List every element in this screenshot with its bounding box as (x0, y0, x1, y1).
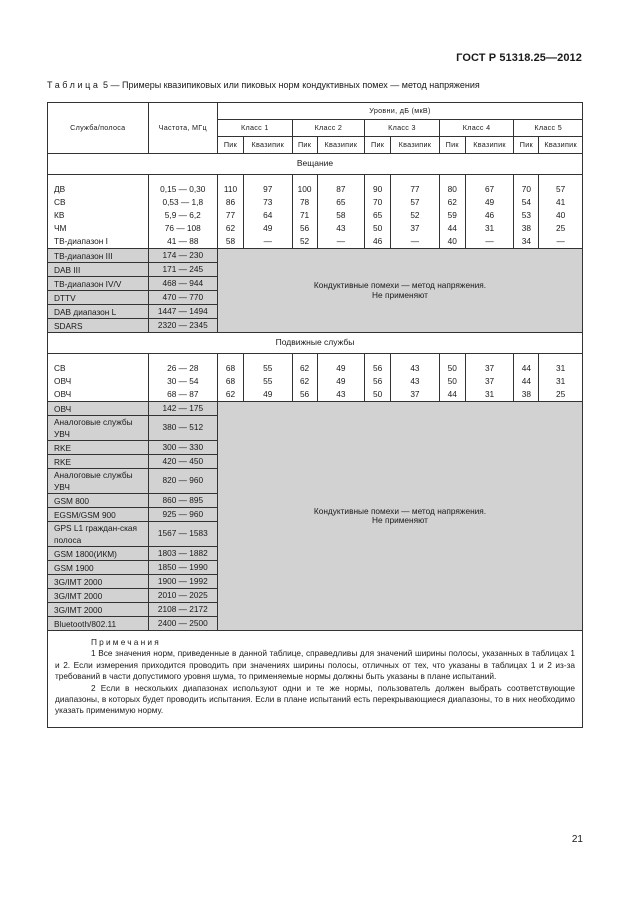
quasi-peak-value-cell: 49 (317, 375, 365, 388)
header-frequency: Частота, МГц (148, 103, 217, 154)
quasi-peak-value-cell: 37 (391, 222, 440, 235)
frequency-cell: 420 — 450 (148, 455, 217, 469)
quasi-peak-value-cell: 43 (391, 362, 440, 375)
peak-value-cell: 77 (218, 209, 244, 222)
notes-cell (48, 631, 583, 728)
note-1: 1 Все значения норм, приведенные в данной таблице, справедливы для значений ширины полосы, указанных в таблицах 1 и 2. Если измерения приходится проводить при значениях ширины полосы, отличных от тех, что указаны в таблицах 1 и 2 из-за требований в части допустимого уровня шума, то применяемые нормы должны быть указаны в плане испытаний. (55, 648, 575, 682)
service-cell: EGSM/GSM 900 (48, 508, 149, 522)
peak-value-cell: 62 (218, 222, 244, 235)
mobile-not-applicable-cell (218, 402, 583, 631)
frequency-cell: 174 — 230 (148, 249, 217, 263)
service-cell: GSM 1900 (48, 561, 149, 575)
frequency-cell: 2400 — 2500 (148, 617, 217, 631)
header-peak: Пик (514, 137, 539, 154)
header-service: Служба/полоса (48, 103, 149, 154)
not-applicable-text-line1: Кондуктивные помехи — метод напряжения. (313, 280, 487, 291)
quasi-peak-value-cell: 49 (317, 362, 365, 375)
service-cell: СВ (48, 196, 149, 209)
peak-value-cell: 70 (365, 196, 391, 209)
quasi-peak-value-cell: 52 (391, 209, 440, 222)
peak-value-cell: 86 (218, 196, 244, 209)
quasi-peak-value-cell: 49 (243, 222, 292, 235)
quasi-peak-value-cell: 57 (391, 196, 440, 209)
quasi-peak-value-cell: 31 (539, 362, 583, 375)
service-cell: 3G/IMT 2000 (48, 575, 149, 589)
peak-value-cell: 68 (218, 375, 244, 388)
service-cell: GPS L1 граждан-ская полоса (48, 522, 149, 547)
peak-value-cell: 110 (218, 183, 244, 196)
broadcast-not-applicable-cell (218, 249, 583, 333)
peak-value-cell: 40 (439, 235, 465, 249)
peak-value-cell: 90 (365, 183, 391, 196)
peak-value-cell: 38 (514, 388, 539, 402)
header-class-4: Класс 4 (439, 120, 514, 137)
quasi-peak-value-cell: 46 (465, 209, 514, 222)
header-quasi-peak: Квазипик (391, 137, 440, 154)
quasi-peak-value-cell: 25 (539, 222, 583, 235)
header-class-1: Класс 1 (218, 120, 293, 137)
frequency-cell: 142 — 175 (148, 402, 217, 416)
service-cell: ОВЧ (48, 402, 149, 416)
quasi-peak-value-cell: 37 (465, 362, 514, 375)
header-quasi-peak: Квазипик (539, 137, 583, 154)
peak-value-cell: 100 (292, 183, 317, 196)
frequency-cell: 1567 — 1583 (148, 522, 217, 547)
header-class-2: Класс 2 (292, 120, 365, 137)
quasi-peak-value-cell: 25 (539, 388, 583, 402)
peak-value-cell: 62 (292, 362, 317, 375)
service-cell: GSM 800 (48, 494, 149, 508)
table-row (48, 388, 583, 402)
quasi-peak-value-cell: 55 (243, 375, 292, 388)
header-class-3: Класс 3 (365, 120, 440, 137)
header-quasi-peak: Квазипик (465, 137, 514, 154)
quasi-peak-value-cell: 31 (539, 375, 583, 388)
quasi-peak-value-cell: 55 (243, 362, 292, 375)
note-2: 2 Если в нескольких диапазонах используют одни и те же нормы, пользователь должен выбрать соответствующие диапазоны, в которых будет проводить испытания. Если в плане испытаний есть перекрывающиеся диапазоны, то в них необходимо указать применимую норму. (55, 682, 575, 716)
peak-value-cell: 65 (365, 209, 391, 222)
peak-value-cell: 56 (365, 375, 391, 388)
peak-value-cell: 58 (218, 235, 244, 249)
service-cell: Аналоговые службы УВЧ (48, 416, 149, 441)
document-header: ГОСТ Р 51318.25—2012 (456, 52, 582, 64)
table-row (48, 183, 583, 196)
header-quasi-peak: Квазипик (243, 137, 292, 154)
service-cell: 3G/IMT 2000 (48, 589, 149, 603)
frequency-cell: 820 — 960 (148, 469, 217, 494)
frequency-cell: 0,53 — 1,8 (148, 196, 217, 209)
not-applicable-text-line2: Не применяют (372, 515, 428, 525)
page-number: 21 (571, 834, 583, 845)
quasi-peak-value-cell: 77 (391, 183, 440, 196)
service-cell: 3G/IMT 2000 (48, 603, 149, 617)
service-cell: КВ (48, 209, 149, 222)
peak-value-cell: 50 (439, 375, 465, 388)
peak-value-cell: 44 (439, 388, 465, 402)
header-class-5: Класс 5 (514, 120, 583, 137)
frequency-cell: 1900 — 1992 (148, 575, 217, 589)
quasi-peak-value-cell: 87 (317, 183, 365, 196)
peak-value-cell: 68 (218, 362, 244, 375)
frequency-cell: 30 — 54 (148, 375, 217, 388)
service-cell: ОВЧ (48, 388, 149, 402)
frequency-cell: 1803 — 1882 (148, 547, 217, 561)
quasi-peak-value-cell: 73 (243, 196, 292, 209)
table-row (48, 362, 583, 375)
table-caption-text: 5 — Примеры квазипиковых или пиковых норм кондуктивных помех — метод напряжения (100, 80, 480, 90)
service-cell: Аналоговые службы УВЧ (48, 469, 149, 494)
header-peak: Пик (439, 137, 465, 154)
peak-value-cell: 62 (439, 196, 465, 209)
service-cell: ОВЧ (48, 375, 149, 388)
quasi-peak-value-cell: 97 (243, 183, 292, 196)
peak-value-cell: 38 (514, 222, 539, 235)
quasi-peak-value-cell: 37 (465, 375, 514, 388)
quasi-peak-value-cell: 43 (391, 375, 440, 388)
table-caption-label: Таблица (47, 80, 101, 90)
peak-value-cell: 78 (292, 196, 317, 209)
peak-value-cell: 62 (292, 375, 317, 388)
peak-value-cell: 56 (365, 362, 391, 375)
frequency-cell: 2010 — 2025 (148, 589, 217, 603)
table-row (48, 235, 583, 249)
header-peak: Пик (218, 137, 244, 154)
service-cell: SDARS (48, 319, 149, 333)
quasi-peak-value-cell: 58 (317, 209, 365, 222)
service-cell: Bluetooth/802.11 (48, 617, 149, 631)
frequency-cell: 5,9 — 6,2 (148, 209, 217, 222)
peak-value-cell: 59 (439, 209, 465, 222)
peak-value-cell: 50 (365, 388, 391, 402)
not-applicable-text-line2: Не применяют (372, 289, 428, 300)
quasi-peak-value-cell: 37 (391, 388, 440, 402)
quasi-peak-value-cell: 31 (465, 388, 514, 402)
header-levels: Уровни, дБ (мкВ) (218, 103, 583, 120)
frequency-cell: 1850 — 1990 (148, 561, 217, 575)
service-cell: RKE (48, 441, 149, 455)
frequency-cell: 2320 — 2345 (148, 319, 217, 333)
service-cell: DTTV (48, 291, 149, 305)
quasi-peak-value-cell: 40 (539, 209, 583, 222)
frequency-cell: 76 — 108 (148, 222, 217, 235)
frequency-cell: 171 — 245 (148, 263, 217, 277)
table-row (48, 196, 583, 209)
peak-value-cell: 52 (292, 235, 317, 249)
quasi-peak-value-cell: — (539, 235, 583, 249)
service-cell: ДВ (48, 183, 149, 196)
frequency-cell: 468 — 944 (148, 277, 217, 291)
frequency-cell: 1447 — 1494 (148, 305, 217, 319)
frequency-cell: 2108 — 2172 (148, 603, 217, 617)
quasi-peak-value-cell: 41 (539, 196, 583, 209)
section-mobile: Подвижные службы (48, 333, 583, 354)
peak-value-cell: 80 (439, 183, 465, 196)
service-cell: ЧМ (48, 222, 149, 235)
peak-value-cell: 46 (365, 235, 391, 249)
quasi-peak-value-cell: 43 (317, 222, 365, 235)
quasi-peak-value-cell: — (391, 235, 440, 249)
frequency-cell: 68 — 87 (148, 388, 217, 402)
service-cell: DAB III (48, 263, 149, 277)
service-cell: ТВ-диапазон I (48, 235, 149, 249)
quasi-peak-value-cell: 65 (317, 196, 365, 209)
peak-value-cell: 44 (514, 362, 539, 375)
frequency-cell: 41 — 88 (148, 235, 217, 249)
service-cell: GSM 1800(ИКМ) (48, 547, 149, 561)
table-row (48, 249, 583, 263)
service-cell: RKE (48, 455, 149, 469)
section-broadcast: Вещание (48, 154, 583, 175)
service-cell: СВ (48, 362, 149, 375)
notes-title: Примечания (91, 637, 161, 647)
peak-value-cell: 54 (514, 196, 539, 209)
table-row (48, 222, 583, 235)
quasi-peak-value-cell: — (317, 235, 365, 249)
frequency-cell: 470 — 770 (148, 291, 217, 305)
quasi-peak-value-cell: 49 (243, 388, 292, 402)
header-peak: Пик (365, 137, 391, 154)
quasi-peak-value-cell: 67 (465, 183, 514, 196)
quasi-peak-value-cell: — (243, 235, 292, 249)
frequency-cell: 380 — 512 (148, 416, 217, 441)
table-caption (47, 80, 480, 90)
frequency-cell: 26 — 28 (148, 362, 217, 375)
peak-value-cell: 50 (439, 362, 465, 375)
table-row (48, 375, 583, 388)
limits-table-wrapper (47, 102, 583, 728)
service-cell: ТВ-диапазон III (48, 249, 149, 263)
peak-value-cell: 62 (218, 388, 244, 402)
quasi-peak-value-cell: 31 (465, 222, 514, 235)
peak-value-cell: 56 (292, 222, 317, 235)
table-row (48, 402, 583, 416)
quasi-peak-value-cell: 57 (539, 183, 583, 196)
frequency-cell: 0,15 — 0,30 (148, 183, 217, 196)
peak-value-cell: 44 (439, 222, 465, 235)
frequency-cell: 925 — 960 (148, 508, 217, 522)
peak-value-cell: 50 (365, 222, 391, 235)
frequency-cell: 300 — 330 (148, 441, 217, 455)
service-cell: ТВ-диапазон IV/V (48, 277, 149, 291)
quasi-peak-value-cell: 43 (317, 388, 365, 402)
peak-value-cell: 44 (514, 375, 539, 388)
table-row (48, 209, 583, 222)
peak-value-cell: 34 (514, 235, 539, 249)
service-cell: DAB диапазон L (48, 305, 149, 319)
header-peak: Пик (292, 137, 317, 154)
quasi-peak-value-cell: — (465, 235, 514, 249)
quasi-peak-value-cell: 49 (465, 196, 514, 209)
limits-table (47, 102, 583, 728)
peak-value-cell: 53 (514, 209, 539, 222)
peak-value-cell: 70 (514, 183, 539, 196)
quasi-peak-value-cell: 64 (243, 209, 292, 222)
frequency-cell: 860 — 895 (148, 494, 217, 508)
peak-value-cell: 71 (292, 209, 317, 222)
peak-value-cell: 56 (292, 388, 317, 402)
not-applicable-text-line1: Кондуктивные помехи — метод напряжения. (313, 505, 487, 516)
header-quasi-peak: Квазипик (317, 137, 365, 154)
